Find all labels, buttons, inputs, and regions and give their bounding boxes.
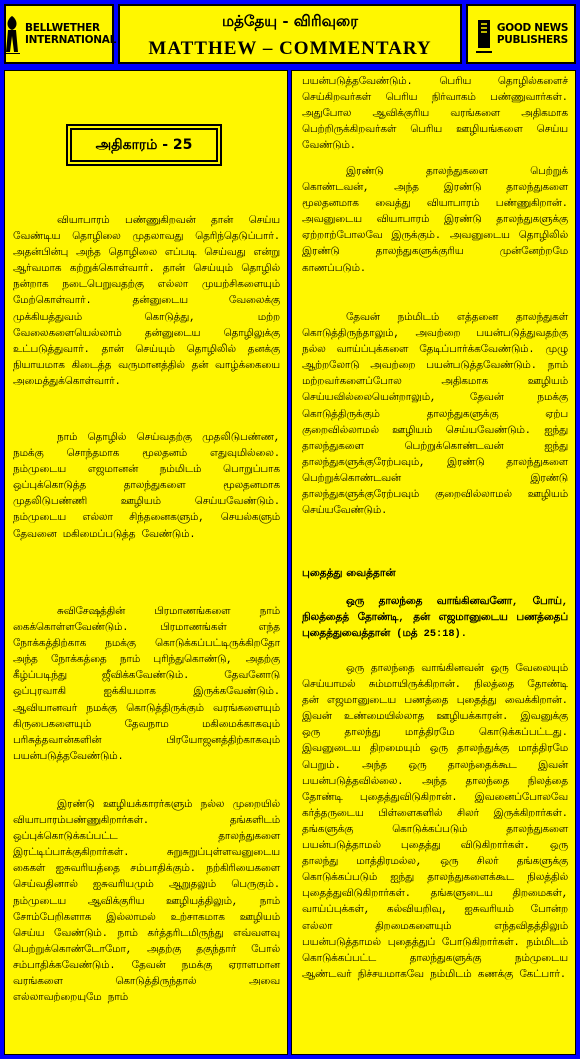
english-title: MATTHEW – COMMENTARY	[148, 38, 432, 59]
body-paragraph: இரண்டு ஊழியக்காரர்களும் நல்ல முறையில் வியாபாரம்பண்ணுகிறார்கள். தங்களிடம் ஒப்புக்கொடுக்கப்பட்ட தாலந்துகளை இரட்டிப்பாக்குகிறார்கள். சுறுசுறுப்புள்ளவனுடைய கைகள் ஐசுவரியத்தை சம்பாதிக்கும். நற்கிரியைகளை செய்வதினால் ஐசுவரியமும் ஆறுதலும் பெருகும். நம்முடைய ஆவிக்குரிய ஊழியத்திலும், நாம் சோம்பேறிகளாக இல்லாமல் உற்சாகமாக ஊழியம் செய்ய வேண்டும். நாம் கர்த்தரிடமிருந்து எவ்வளவு பெற்றுக்கொண்டோமோ, அதற்கு தகுந்தார் போல் சம்பாதிக்கவேண்டும். தேவன் நமக்கு ஏராளமான வரங்களை கொடுத்திருந்தால் அவை எல்லாவற்றையுமே நாம்	[13, 799, 280, 1005]
body-paragraph: சுவிசேஷத்தின் பிரமாணங்களை நாம் கைக்கொள்ளவேண்டும். பிரமாணங்கள் எந்த நோக்கத்திற்காக நமக்கு கொடுக்கப்பட்டிருக்கிறதோ அந்த நோக்கத்தை நாம் புரிந்துகொண்டு, அதற்கு கீழ்ப்படிந்து ஜீவிக்கவேண்டும். தேவனோடு ஒப்புரவாகி ஐக்கியமாக இருக்கவேண்டும். ஆவியானவர் நமக்கு கொடுத்திருக்கும் வரங்களையும் கிருபைகளையும் தேவநாம மகிமைக்காகவும் பரிசுத்தவான்களின் பிரயோஜனத்திற்காகவும் பயன்படுத்தவேண்டும்.	[13, 606, 280, 763]
logo-line: PUBLISHERS	[496, 34, 568, 46]
right-column	[291, 70, 576, 1055]
body-paragraph: இரண்டு தாலந்துகளை பெற்றுக் கொண்டவன், அந்த இரண்டு தாலந்துகளை மூலதனமாக வைத்து வியாபாரம் பண்ணுகிறான். அவனுடைய வியாபாரம் இரண்டு தாலந்துகளுக்கு ஏற்றாற்போலவே இருக்கும். அவனுடைய தொழிலில் இரண்டு தாலந்துகளுக்குரிய முன்னேற்றமே காணப்படும்.	[302, 166, 568, 275]
body-paragraph: நாம் தொழில் செய்வதற்கு முதலிடுபண்ண, நமக்கு சொந்தமாக மூலதனம் எதுவுமில்லை. நம்முடைய எஜமானன் நம்மிடம் பொறுப்பாக ஒப்புக்கொடுத்த தாலந்துகளை மூலதனமாக முதலிடுபண்ணி ஊழியம் செய்யவேண்டும். நம்முடைய எல்லா சிந்தனைகளும், செயல்களும் தேவனை மகிமைப்படுத்த வேண்டும்.	[13, 432, 280, 541]
body-paragraph: பயன்படுத்தவேண்டும். பெரிய தொழில்களைச் செய்கிறவர்கள் பெரிய நிர்வாகம் பண்ணுவார்கள். அதுபோல ஆவிக்குரிய வரங்களை அதிகமாக பெற்றிருக்கிறவர்கள் பெரிய ஊழியங்களை செய்ய வேண்டும்.	[302, 76, 568, 153]
good-news-logo-box	[466, 4, 576, 64]
left-column	[4, 70, 288, 1055]
section-heading: புதைத்து வைத்தான்	[302, 567, 396, 579]
body-paragraph: ஒரு தாலந்தை வாங்கினவன் ஒரு வேலையும் செய்யாமல் சும்மாயிருக்கிறான். நிலத்தை தோண்டி தன் எஜமானுடைய பணத்தை புதைத்து வைக்கிறான். இவன் உண்மையில்லாத ஊழியக்காரன். இவனுக்கு ஒரு தாலந்து மாத்திரமே கொடுக்கப்பட்டது. இவனுடைய திறமையும் ஒரு தாலந்துக்கு மாத்திரமே பெறும். அந்த ஒரு தாலந்தைக்கூட இவன் பயன்படுத்தவில்லை. அந்த தாலந்தை நிலத்தை தோண்டி புதைத்துவிடுகிறான். இவனைப்போலவே கர்த்தருடைய பிள்ளைகளில் சிலர் இருக்கிறார்கள். தங்களுக்கு கொடுக்கப்படும் தாலந்துகளை பயன்படுத்தாமல் புதைத்து விடுகிறார்கள். ஒரு தாலந்து மாத்திரமல்ல, ஒரு சிலர் தங்களுக்கு கொடுக்கப்படும் ஐந்து தாலந்துகளைக்கூட நிலத்தில் புதைத்துவிடுகிறார்கள். தங்களுடைய திறமைகள், வாய்ப்புக்கள், கல்வியறிவு, ஐசுவரியம் போன்ற எல்லா திறமைகளையும் எந்தவிதத்திலும் பயன்படுத்தாமல் புதைத்துப் போடுகிறார்கள். நம்மிடம் கொடுக்கப்பட்ட தாலந்துகளுக்கு நம்முடைய ஆண்டவர் நிச்சயமாகவே நம்மிடம் கணக்கு கேட்பார்.	[302, 663, 568, 981]
ram-logo-icon	[2, 14, 22, 54]
title-box	[118, 4, 462, 64]
book-logo-icon	[474, 14, 494, 54]
body-paragraph: தேவன் நம்மிடம் எத்தனை தாலந்துகள் கொடுத்திருந்தாலும், அவற்றை பயன்படுத்துவதற்கு நல்ல வாய்ப்புக்களை தேடிப்பார்க்கவேண்டும். முழு ஆற்றலோடு அவற்றை பயன்படுத்தவேண்டும். நாம் மற்றவர்களைப்போல அதிகமாக ஊழியம் செய்யவில்லையென்றாலும், தேவன் நமக்கு கொடுத்திருக்கும் தாலந்துகளுக்கு ஏற்ப குறைவில்லாமல் ஊழியம் செய்யவேண்டும். ஐந்து தாலந்துகளை பெற்றுக்கொண்டவன் ஐந்து தாலந்துகளுக்குரேற்பவும், இரண்டு தாலந்துகளை பெற்றுக்கொண்டவன் இரண்டு தாலந்துகளுக்குரேற்பவும் குறைவில்லாமல் ஊழியம் செய்யவேண்டும்.	[302, 312, 568, 518]
logo-line: BELLWETHER	[25, 22, 100, 34]
body-paragraph: வியாபாரம் பண்ணுகிறவன் தான் செய்ய வேண்டிய தொழிலை முதலாவது தெரிந்தெடுப்பார். அதன்பின்பு அந்த தொழிலை எப்படி செய்வது என்று ஆர்வமாக கற்றுக்கொள்வார். தான் செய்யும் தொழில் நன்றாக நடைபெறுவதற்கு எல்லா முயற்சிகளையும் மேற்கொள்வார். தன்னுடைய வேலைக்கு முக்கியத்துவம் கொடுத்து, மற்ற வேலைகளையெல்லாம் தன்னுடைய தொழிலுக்கு உட்படுத்துவார். தான் செய்யும் தொழிலில் தனக்கு நியாயமாக கிடைத்த வருமானத்தில் தன் வாழ்க்கையை அமைத்துக்கொள்வார்.	[13, 215, 280, 388]
scripture-verse: ஒரு தாலந்தை வாங்கினவனோ, போய், நிலத்தைத் தோண்டி, தன் எஜமானுடைய பணத்தைப் புதைத்துவைத்தான் (மத் 25:18).	[302, 596, 568, 641]
chapter-label: அதிகாரம் - 25	[70, 128, 218, 162]
tamil-title: மத்தேயு - விரிவுரை	[222, 12, 358, 30]
logo-line: INTERNATIONAL	[25, 34, 116, 46]
logo-line: GOOD NEWS	[496, 22, 569, 34]
bellwether-logo-box	[4, 4, 114, 64]
